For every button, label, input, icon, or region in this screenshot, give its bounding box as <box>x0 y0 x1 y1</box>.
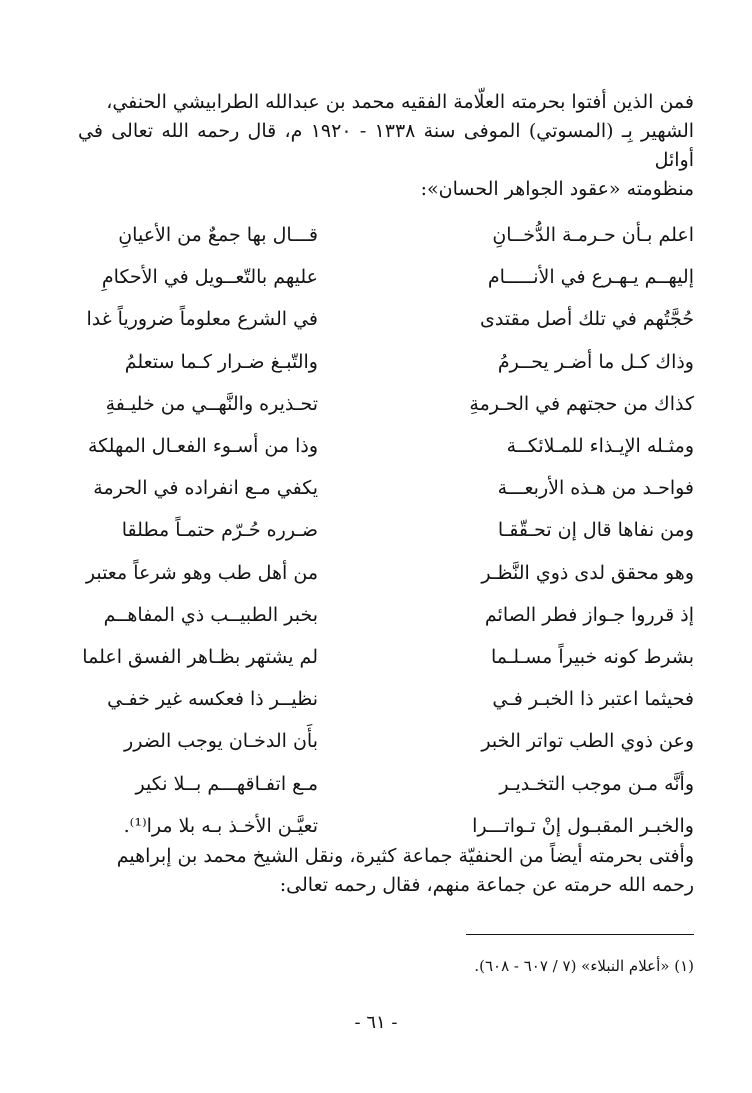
verse-second-hemistich: مـع اتفـاقهـــم بــلا نكير <box>135 772 318 795</box>
verse <box>78 214 694 256</box>
verse-second-hemistich: يكفي مـع انفراده في الحرمة <box>93 477 318 500</box>
verse-second-hemistich: نظيــر ذا فعكسه غير خفـي <box>107 688 318 711</box>
verse <box>78 720 694 762</box>
verse <box>78 383 694 425</box>
verse-second-hemistich: والتّبـغ ضـرار كـما ستعلمُ <box>124 350 318 373</box>
verse-second-hemistich: تحـذيره والنَّهــي من خليـفةِ <box>105 392 318 415</box>
verse-first-hemistich: إليهــم يـهـرع في الأنـــــام <box>487 266 694 289</box>
intro-line-1: فمن الذين أفتوا بحرمته العلّامة الفقيه محمد بن عبدالله الطرابيشي الحنفي، <box>106 91 694 113</box>
verse-first-hemistich: فحيثما اعتبر ذا الخبـر فـي <box>492 688 694 711</box>
verse-second-hemistich: وذا من أسـوء الفعـال المهلكة <box>87 435 318 458</box>
verse-second-hemistich: من أهل طب وهو شرعاً معتبر <box>85 561 318 584</box>
verse <box>78 425 694 467</box>
verse-second-hemistich: بأَن الدخـان يوجب الضرر <box>124 730 318 753</box>
verse-first-hemistich: وأنَّه مـن موجب التخـديـر <box>499 772 694 795</box>
verse-second-hemistich: تعيَّـن الأخـذ بـه بلا مرا⁽¹⁾. <box>123 814 318 837</box>
verse <box>78 341 694 383</box>
intro-line-3: منظومته «عقود الجواهر الحسان»: <box>420 178 694 200</box>
closing-line-1: وأفتى بحرمته أيضاً من الحنفيّة جماعة كثيرة، ونقل الشيخ محمد بن إبراهيم <box>116 845 694 867</box>
verse <box>78 678 694 720</box>
verse-first-hemistich: كذاك من حجتهم في الحـرمةِ <box>469 392 694 415</box>
verse <box>78 298 694 340</box>
verse-first-hemistich: ومثـله الإيـذاء للمـلائكــة <box>506 435 694 458</box>
verse-second-hemistich: قـــال بها جمعٌ من الأعيانِ <box>118 224 318 247</box>
verse <box>78 509 694 551</box>
verse-first-hemistich: والخبـر المقبـول إنْ تـواتـــرا <box>472 814 694 837</box>
verse <box>78 467 694 509</box>
verse-first-hemistich: وهو محقق لدى ذوي النَّظـر <box>481 561 694 584</box>
verse <box>78 552 694 594</box>
intro-line-2: الشهير بِـ (المسوتي) الموفى سنة ١٣٣٨ - ١٩٢٠ م، قال رحمه الله تعالى في أوائل <box>78 120 695 171</box>
verse <box>78 594 694 636</box>
verse-second-hemistich: بخبر الطبيــب ذي المفاهــم <box>103 603 318 626</box>
verse-second-hemistich: في الشرع معلوماً ضرورياً غدا <box>86 308 318 331</box>
verse-first-hemistich: بشرط كونه خبيراً مسـلـما <box>490 645 694 668</box>
verse-first-hemistich: اعلم بـأن حـرمـة الدُّخــانِ <box>492 224 694 247</box>
intro-paragraph <box>78 88 694 204</box>
verse-first-hemistich: ومن نفاها قال إن تحـقّقـا <box>497 519 694 542</box>
verse <box>78 636 694 678</box>
verse-second-hemistich: عليهم بالتّعــويل في الأحكامِ <box>101 266 318 289</box>
verse-first-hemistich: فواحـد من هـذه الأربعـــة <box>497 477 694 500</box>
page-number: - ٦١ - <box>354 1012 398 1033</box>
verse-first-hemistich: وذاك كـل ما أضـر يحــرمُ <box>497 350 694 373</box>
verse <box>78 762 694 804</box>
verse-first-hemistich: حُجَّتُهم في تلك أصل مقتدى <box>480 308 694 331</box>
verse-first-hemistich: وعن ذوي الطب تواتر الخبر <box>481 730 694 753</box>
footnote-separator <box>466 934 694 935</box>
verse-first-hemistich: إذ قرروا جـواز فطر الصائم <box>484 603 694 626</box>
verse-second-hemistich: لم يشتهر بظـاهر الفسق اعلما <box>82 645 318 668</box>
footnote: (١) «أعلام النبلاء» (٧ / ٦٠٧ - ٦٠٨). <box>474 957 694 975</box>
closing-paragraph <box>78 842 694 900</box>
verse <box>78 805 694 847</box>
poem <box>78 214 694 847</box>
closing-line-2: رحمه الله حرمته عن جماعة منهم، فقال رحمه تعالى: <box>279 874 694 896</box>
verse <box>78 256 694 298</box>
verse-second-hemistich: ضـرره حُـرّم حتمـاً مطلقا <box>121 519 318 542</box>
